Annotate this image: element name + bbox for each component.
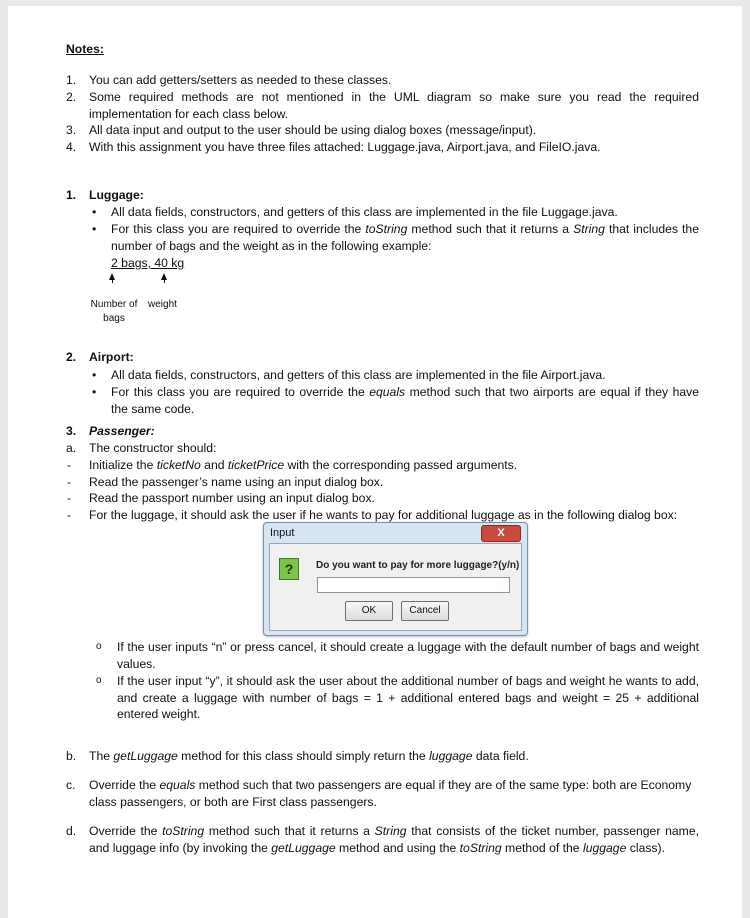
passenger-dash-4: For the luggage, it should ask the user if he wants to pay for additional luggage as in the following dialog box: [89,508,678,522]
notes-item-2: Some required methods are not mentioned in the UML diagram so make sure you read the required implementation for each class below. [89,90,699,121]
passenger-dash-2: Read the passenger’s name using an input dialog box. [89,475,384,489]
passenger-num: 3. [66,424,77,438]
dialog-input[interactable] [317,577,510,593]
label-weight: weight [148,299,177,310]
passenger-d-text: Override the toString method such that it returns a String that consists of the ticket number, passenger name, and luggage info (by invoking the getLuggage method and using the toString method of the luggage class). [89,824,699,855]
bullet-dot: • [92,205,97,219]
notes-item-3: All data input and output to the user should be using dialog boxes (message/input). [89,123,537,137]
dialog-title: Input [270,527,295,539]
passenger-title: Passenger: [89,424,155,438]
passenger-d-label: d. [66,824,77,838]
label-number-of-bags: Number of bags [90,299,138,324]
close-icon[interactable]: X [481,525,521,542]
bullet-dot: • [92,368,97,382]
arrow-shaft [164,279,165,283]
bullet-dot: • [92,222,97,236]
document-page [8,6,742,918]
airport-num: 2. [66,350,77,364]
circle-bullet: o [96,675,102,686]
notes-num-1: 1. [66,73,77,87]
passenger-a-label: a. [66,441,77,455]
airport-title: Airport: [89,350,134,364]
ok-button[interactable]: OK [345,601,393,621]
dialog-body [269,543,522,631]
dash-marker: - [67,458,72,472]
passenger-c-text: Override the equals method such that two passengers are equal if they are of the same type: both are Economy class passengers, or both are First class passengers. [89,778,692,809]
dialog-prompt: Do you want to pay for more luggage?(y/n) [316,560,520,571]
passenger-dash-3: Read the passport number using an input dialog box. [89,491,375,505]
passenger-b-text: The getLuggage method for this class should simply return the luggage data field. [89,749,529,763]
passenger-c-label: c. [66,778,76,792]
notes-num-3: 3. [66,123,77,137]
notes-heading: Notes: [66,42,104,56]
passenger-b-label: b. [66,749,77,763]
notes-item-4: With this assignment you have three files attached: Luggage.java, Airport.java, and FileIO.java. [89,140,601,154]
luggage-bullet-2: For this class you are required to override the toString method such that it returns a String that includes the number of bags and the weight as in the following example: [111,222,699,253]
notes-num-4: 4. [66,140,77,154]
dash-marker: - [67,508,72,522]
bullet-dot: • [92,385,97,399]
passenger-circle-1: If the user inputs “n” or press cancel, it should create a luggage with the default number of bags and weight values. [117,640,699,671]
luggage-bullet-1: All data fields, constructors, and getters of this class are implemented in the file Luggage.java. [111,205,618,219]
question-icon: ? [279,558,299,580]
airport-bullet-2: For this class you are required to override the equals method such that two airports are equal if they have the same code. [111,385,699,416]
notes-num-2: 2. [66,90,77,104]
passenger-a-text: The constructor should: [89,441,217,455]
luggage-example: 2 bags, 40 kg [111,256,185,270]
airport-bullet-1: All data fields, constructors, and getters of this class are implemented in the file Airport.java. [111,368,606,382]
circle-bullet: o [96,641,102,652]
input-dialog [263,522,528,636]
cancel-button[interactable]: Cancel [401,601,449,621]
dash-marker: - [67,491,72,505]
dash-marker: - [67,475,72,489]
arrow-shaft [112,279,113,283]
passenger-dash-1: Initialize the ticketNo and ticketPrice with the corresponding passed arguments. [89,458,518,472]
notes-item-1: You can add getters/setters as needed to these classes. [89,73,392,87]
luggage-title: Luggage: [89,188,144,202]
luggage-num: 1. [66,188,77,202]
passenger-circle-2: If the user input “y”, it should ask the user about the additional number of bags and weight he wants to add, and create a luggage with number of bags = 1 + additional entered bags and weight = 25 + additional entered weight. [117,674,699,722]
